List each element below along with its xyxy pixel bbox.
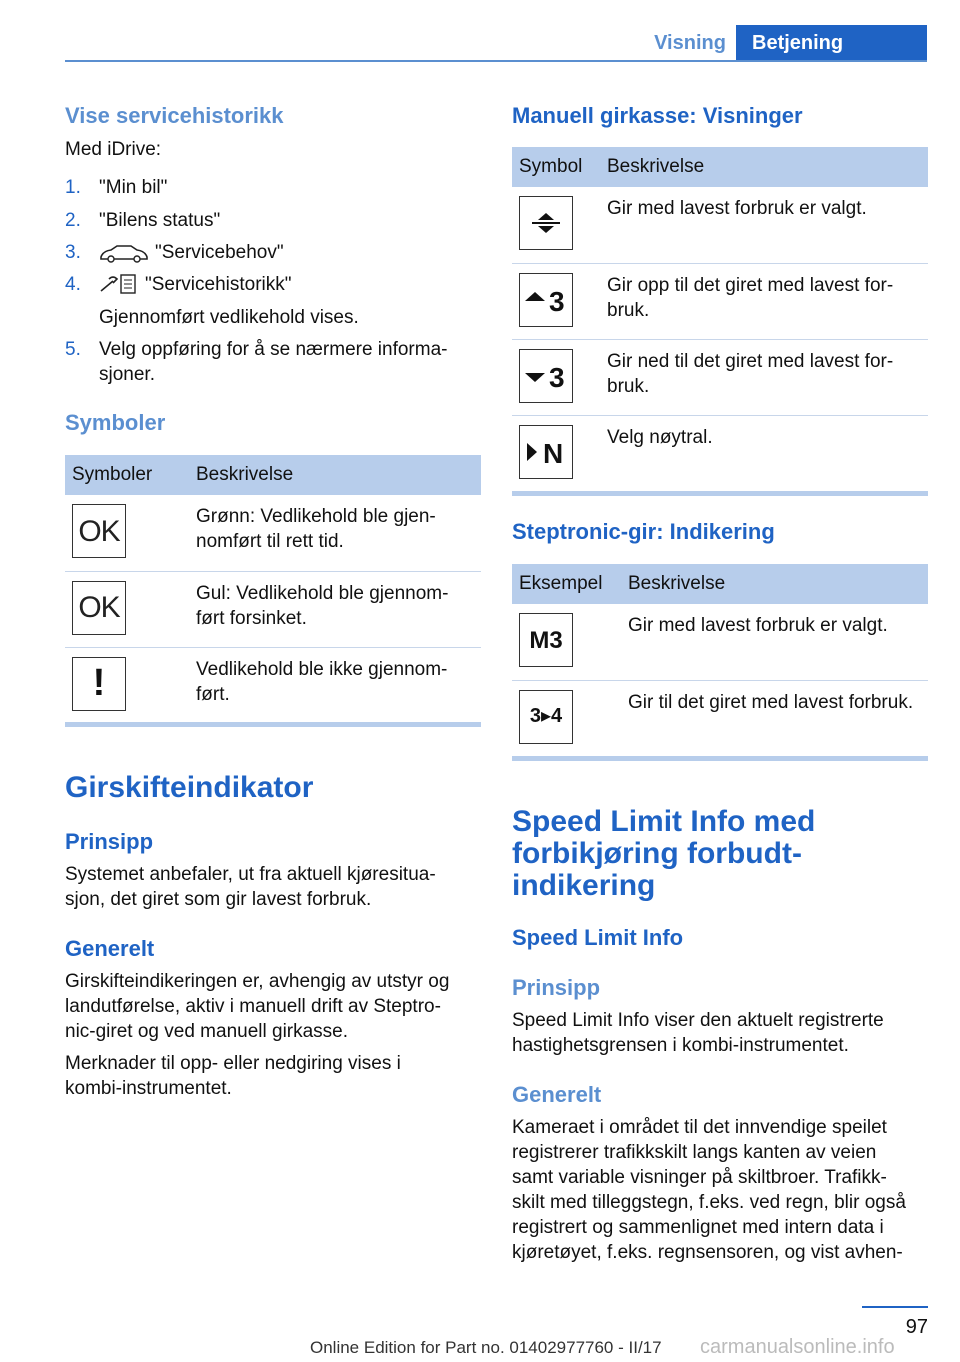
gear-down-3-icon: [519, 349, 573, 403]
table-bottom-bar: [512, 756, 928, 761]
m3-icon: M3: [519, 613, 573, 667]
heading-speed-limit-info: Speed Limit Info med forbikjøring forbudt- indikering: [512, 805, 816, 902]
ok-green-icon: OK: [72, 504, 126, 558]
table-cell: Gir opp til det giret med lavest for- bruk.: [600, 263, 928, 339]
table-row: [512, 339, 928, 415]
heading-generelt-right: Generelt: [512, 1082, 602, 1107]
exclamation-icon: !: [72, 657, 126, 711]
heading-prinsipp: Prinsipp: [65, 829, 154, 854]
table-row: [512, 604, 928, 680]
svg-text:N: N: [543, 437, 564, 469]
watermark: carmanualsonline.info: [700, 1336, 895, 1358]
sli-prinsipp-text: Speed Limit Info viser den aktuelt registrerte hastighetsgrensen i kombi-instrumentet.: [512, 1010, 884, 1056]
gear-up-3-icon: [519, 273, 573, 327]
table-row: [65, 571, 481, 647]
service-history-icon: [99, 273, 137, 302]
sli-generelt-text: Kameraet i området til det innvendige speilet registrerer trafikkskilt langs kanten av veien samt variable visninger på skiltbroer. Trafikk- skilt med tilleggstegn, f.eks. ved regn, blir også registrert og sammenlignet med intern data i kjøretøyet, f.eks. regnsensoren, og vist avhen-: [512, 1117, 906, 1263]
tab-visning[interactable]: Visning: [654, 32, 726, 54]
heading-generelt: Generelt: [65, 936, 155, 961]
table-cell: Grønn: Vedlikehold ble gjen- nomført til rett tid.: [189, 495, 481, 571]
generelt-text-2: Merknader til opp- eller nedgiring vises i kombi-instrumentet.: [65, 1053, 401, 1099]
table-cell: Gir med lavest forbruk er valgt.: [621, 604, 928, 680]
steptronic-table: [512, 564, 928, 756]
car-icon: [99, 243, 149, 270]
table-row: [512, 263, 928, 339]
table-cell: Gir til det giret med lavest forbruk.: [628, 691, 914, 713]
column-header: Symboler: [65, 455, 189, 495]
table-cell: Gir ned til det giret med lavest for- bruk.: [600, 339, 928, 415]
heading-girskifteindikator: Girskifteindikator: [65, 771, 314, 804]
table-header: [65, 455, 481, 495]
heading-prinsipp-right: Prinsipp: [512, 975, 601, 1000]
table-header: [512, 147, 928, 187]
heading-steptronic: Steptronic-gir: Indikering: [512, 519, 775, 544]
table-row: [512, 415, 928, 491]
gear-optimal-icon: [519, 196, 573, 250]
steps-list: 1. "Min bil" 2. "Bilens status" 3. "Servicebehov" 4. "Servicehistorikk" Gjennomført vedlikehold vises. 5. Velg oppføring for å se nærmere informa- sjoner.: [65, 177, 448, 385]
table-row: [512, 187, 928, 263]
heading-sli: Speed Limit Info: [512, 925, 684, 950]
table-bottom-bar: [65, 722, 481, 727]
table-cell: Vedlikehold ble ikke gjennom- ført.: [196, 658, 448, 705]
column-header: Eksempel: [512, 564, 621, 604]
table-header: [512, 564, 928, 604]
table-row: [65, 647, 481, 723]
ok-yellow-icon: OK: [72, 581, 126, 635]
page-number: 97: [905, 1316, 928, 1338]
header-divider: [65, 60, 927, 62]
heading-vise-servicehistorikk: Vise servicehistorikk: [65, 103, 284, 128]
shift-3-to-4-icon: 3▸4: [519, 690, 573, 744]
table-bottom-bar: [512, 491, 928, 496]
manual-gear-table: [512, 147, 928, 491]
heading-symboler: Symboler: [65, 410, 166, 435]
column-header: Beskrivelse: [189, 455, 481, 495]
column-header: Beskrivelse: [621, 564, 928, 604]
column-header: Symbol: [512, 147, 600, 187]
symbol-table: [65, 455, 481, 723]
footer-edition: Online Edition for Part no. 01402977760 - II/17: [310, 1338, 662, 1357]
generelt-text-1: Girskifteindikeringen er, avhengig av utstyr og landutførelse, aktiv i manuell drift av Steptro- nic-giret og ved manuell girkasse.: [65, 971, 450, 1042]
column-header: Beskrivelse: [600, 147, 928, 187]
table-cell: Gir med lavest forbruk er valgt.: [600, 187, 928, 263]
intro-med-idrive: Med iDrive:: [65, 139, 162, 160]
gear-neutral-icon: [519, 425, 573, 479]
heading-manuell-girkasse: Manuell girkasse: Visninger: [512, 103, 803, 128]
footer-divider: [862, 1306, 928, 1308]
prinsipp-text: Systemet anbefaler, ut fra aktuell kjøresitua- sjon, det giret som gir lavest forbruk.: [65, 864, 436, 910]
tab-betjening[interactable]: Betjening: [736, 25, 927, 61]
svg-text:3: 3: [549, 285, 565, 317]
table-cell: Velg nøytral.: [607, 426, 713, 448]
table-cell: Gul: Vedlikehold ble gjennom- ført forsinket.: [189, 571, 481, 647]
svg-text:3: 3: [549, 361, 565, 393]
table-row: [65, 495, 481, 571]
table-row: [512, 680, 928, 756]
